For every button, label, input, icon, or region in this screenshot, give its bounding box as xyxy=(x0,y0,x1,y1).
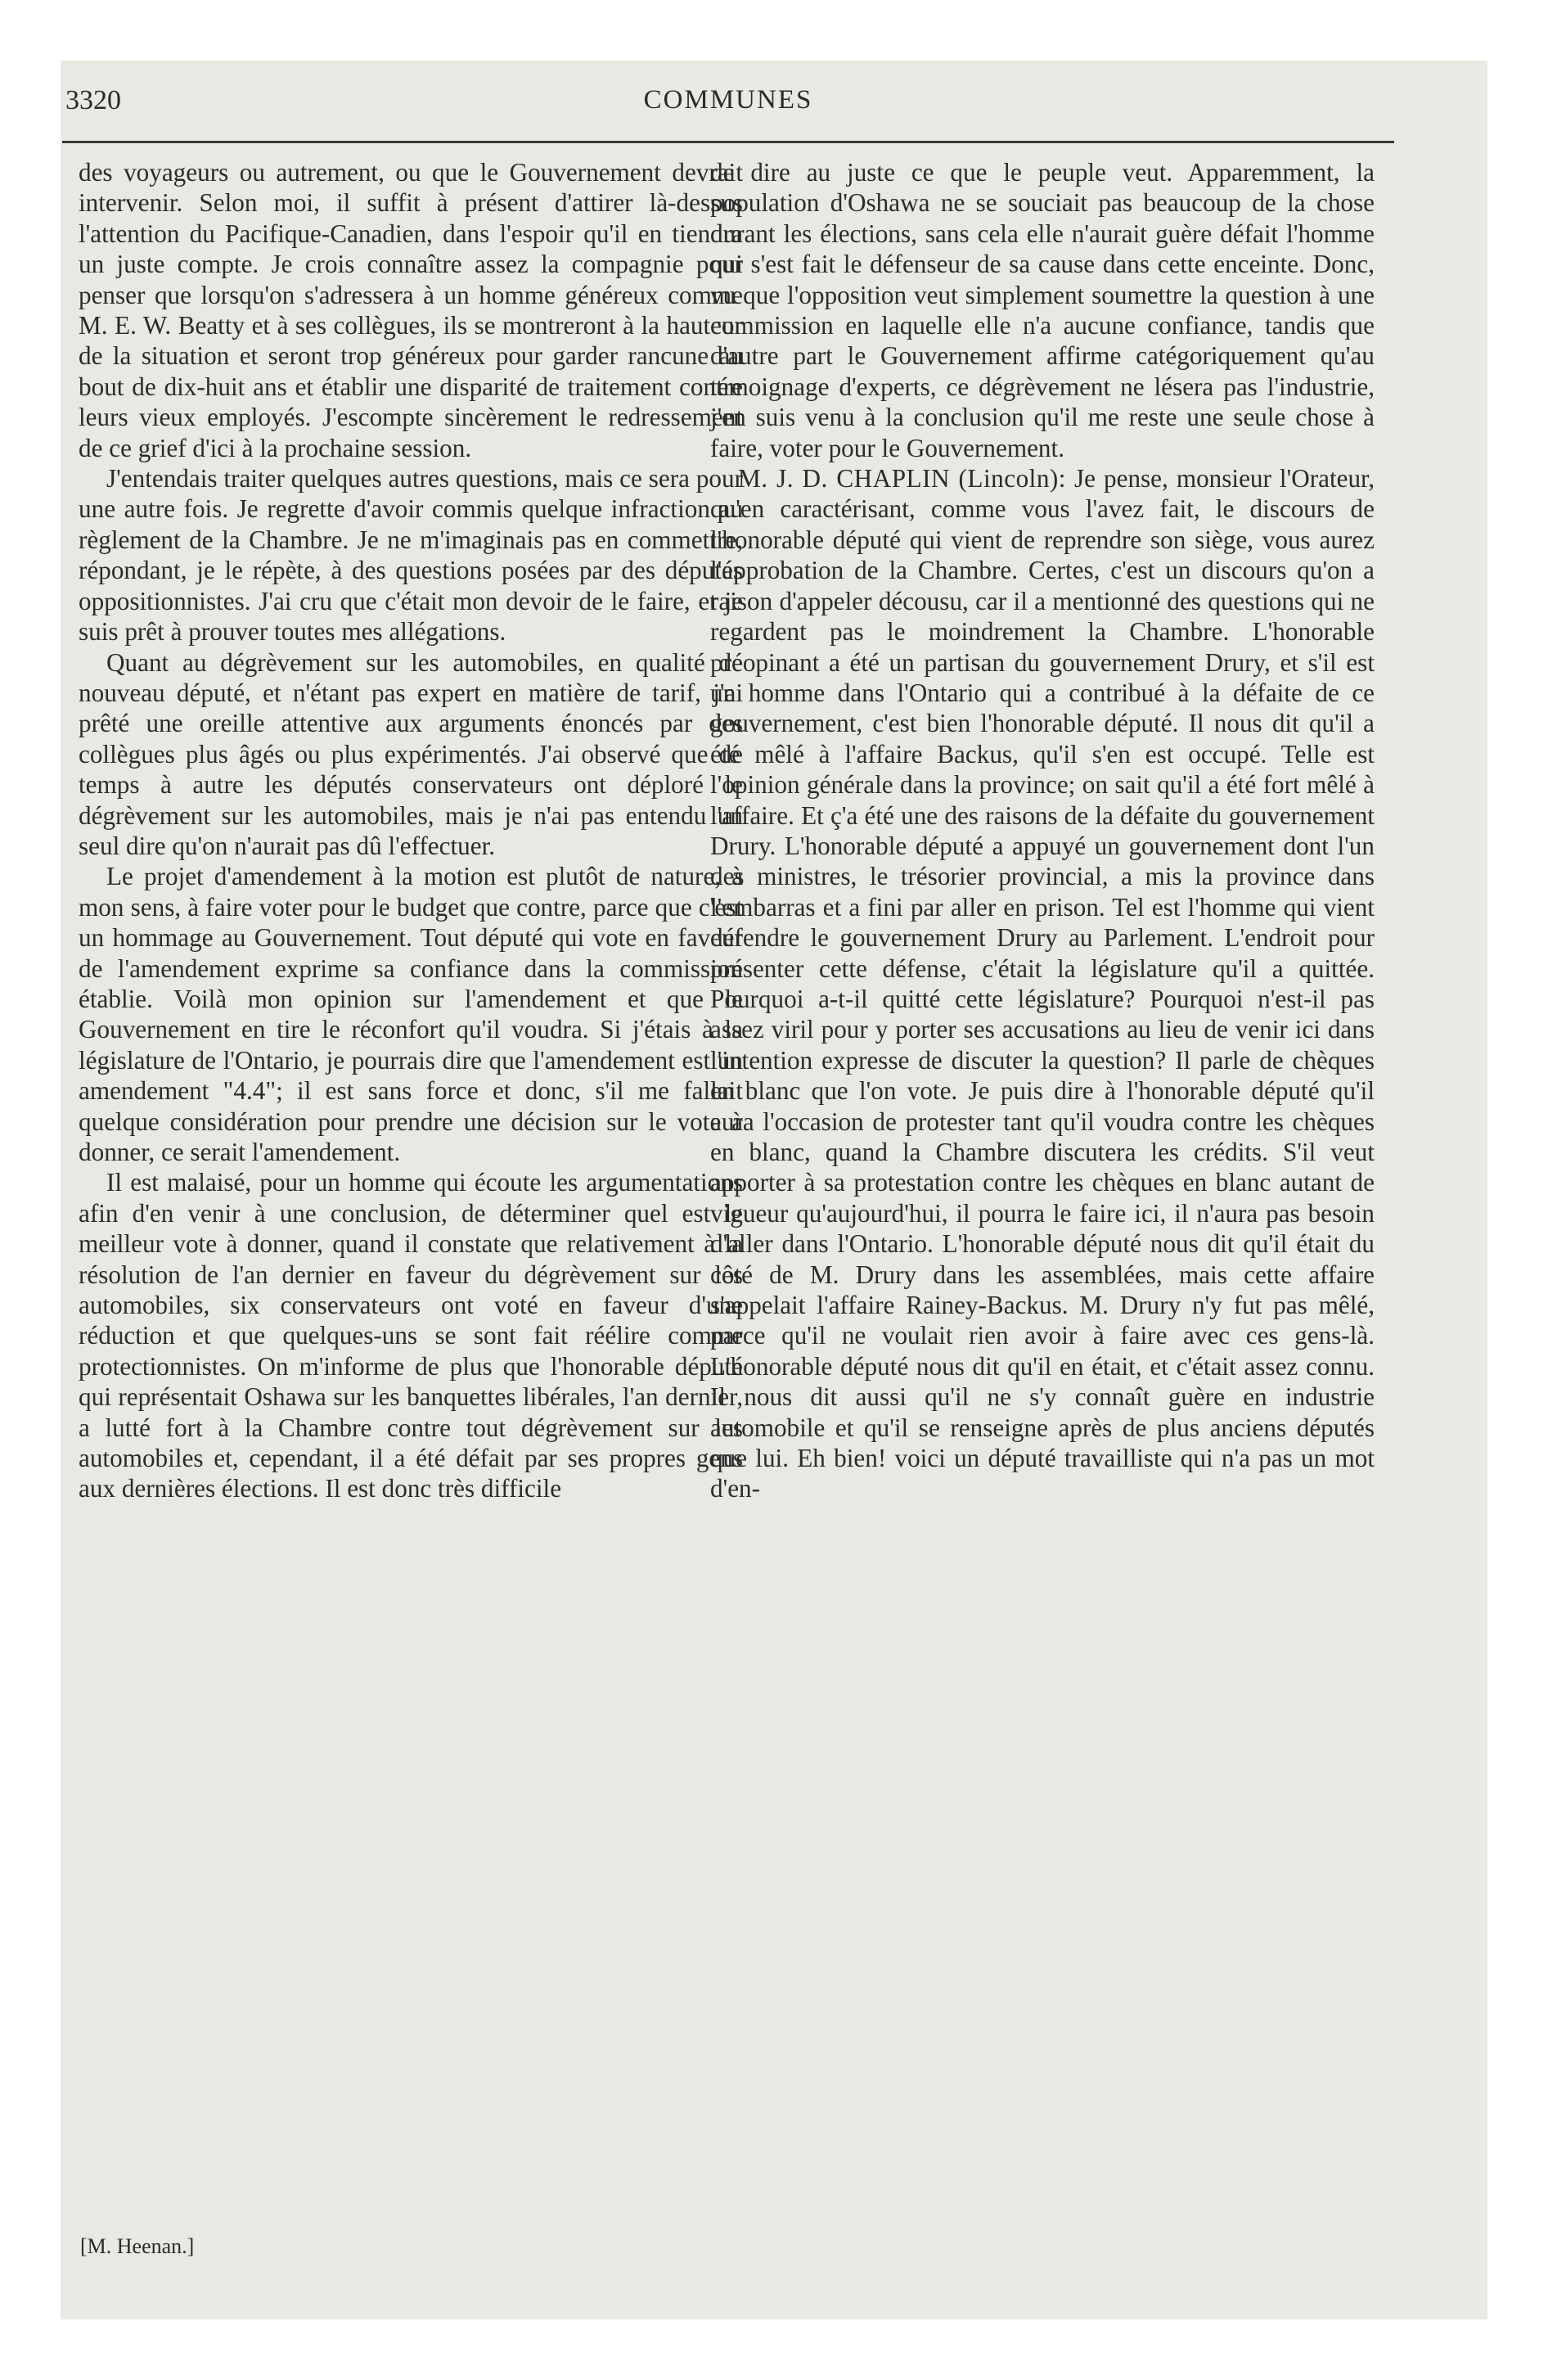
speech-paragraph xyxy=(710,463,1375,1504)
speech-text: Je pense, monsieur l'Orateur, qu'en caractérisant, comme vous l'avez fait, le discours de l'honorable député qui vient de reprendre son siège, vous aurez l'approbation de la Chambre. Certes, c'est un discours qu'on a raison d'appeler décousu, car il a mentionné des questions qui ne regardent pas le moindrement la Chambre. L'honorable préopinant a été un partisan du gouvernement Drury, et s'il est un homme dans l'Ontario qui a contribué à la défaite de ce gouvernement, c'est bien l'honorable député. Il nous dit qu'il a été mêlé à l'affaire Backus, qu'il s'en est occupé. Telle est l'opinion générale dans la province; on sait qu'il a été fort mêlé à l'affaire. Et ç'a été une des raisons de la défaite du gouvernement Drury. L'honorable député a appuyé un gouvernement dont l'un des ministres, le trésorier provincial, a mis la province dans l'embarras et a fini par aller en prison. Tel est l'homme qui vient défendre le gouvernement Drury au Parlement. L'endroit pour présenter cette défense, c'était la législature qu'il a quittée. Pourquoi a-t-il quitté cette législature? Pourquoi n'est-il pas assez viril pour y porter ses accusations au lieu de venir ici dans l'intention expresse de discuter la question? Il parle de chèques en blanc que l'on vote. Je puis dire à l'honorable député qu'il aura l'occasion de protester tant qu'il voudra contre les chèques en blanc, quand la Chambre discutera les crédits. S'il veut apporter à sa protestation contre les chèques en blanc autant de vigueur qu'aujourd'hui, il pourra le faire ici, il n'aura pas besoin d'aller dans l'Ontario. L'honorable député nous dit qu'il était du côté de M. Drury dans les assemblées, mais cette affaire s'appelait l'affaire Rainey-Backus. M. Drury n'y fut pas mêlé, parce qu'il ne voulait rien avoir à faire avec ces gens-là. L'honorable député nous dit qu'il en était, et c'était assez connu. Il nous dit aussi qu'il ne s'y connaît guère en industrie automobile et qu'il se renseigne après de plus anciens députés que lui. Eh bien! voici un député travailliste qui n'a pas un mot d'en- xyxy=(710,464,1375,1503)
running-head: COMMUNES xyxy=(643,85,813,115)
page-number: 3320 xyxy=(65,85,121,115)
paragraph: Le projet d'amendement à la motion est plutôt de nature, à mon sens, à faire voter pour le budget que contre, parce que c'est un hommage au Gouvernement. Tout député qui vote en faveur de l'amendement exprime sa confiance dans la commission établie. Voilà mon opinion sur l'amendement et que le Gouvernement en tire le réconfort qu'il voudra. Si j'étais à la législature de l'Ontario, je pourrais dire que l'amendement est un amendement "4.4"; il est sans force et donc, s'il me fallait quelque considération pour prendre une décision sur le vote à donner, ce serait l'amendement. xyxy=(79,862,743,1166)
paragraph: de dire au juste ce que le peuple veut. Apparemment, la population d'Oshawa ne se souciait pas beaucoup de la chose durant les élections, sans cela elle n'aurait guère défait l'homme qui s'est fait le défenseur de sa cause dans cette enceinte. Donc, vu que l'opposition veut simplement soumettre la question à une commission en laquelle elle n'a aucune confiance, tandis que d'autre part le Gouvernement affirme catégoriquement qu'au témoignage d'experts, ce dégrèvement ne lésera pas l'industrie, j'en suis venu à la conclusion qu'il me reste une seule chose à faire, voter pour le Gouvernement. xyxy=(710,158,1375,462)
paragraph: J'entendais traiter quelques autres questions, mais ce sera pour une autre fois. Je regrette d'avoir commis quelque infraction au règlement de la Chambre. Je ne m'imaginais pas en commettre, répondant, je le répète, à des questions posées par des députés oppositionnistes. J'ai cru que c'était mon devoir de le faire, et je suis prêt à prouver toutes mes allégations. xyxy=(79,464,743,647)
paragraph: Quant au dégrèvement sur les automobiles, en qualité de nouveau député, et n'étant pas expert en matière de tarif, j'ai prêté une oreille attentive aux arguments énoncés par des collègues plus âgés ou plus expérimentés. J'ai observé que de temps à autre les députés conservateurs ont déploré le dégrèvement sur les automobiles, mais je n'ai pas entendu un seul dire qu'on n'aurait pas dû l'effectuer. xyxy=(79,647,743,860)
paragraph: des voyageurs ou autrement, ou que le Gouvernement devrait intervenir. Selon moi, il suffit à présent d'attirer là-dessus l'attention du Pacifique-Canadien, dans l'espoir qu'il en tiendra un juste compte. Je crois connaître assez la compagnie pour penser que lorsqu'on s'adressera à un homme généreux comme M. E. W. Beatty et à ses collègues, ils se montreront à la hauteur de la situation et seront trop généreux pour garder rancune au bout de dix-huit ans et établir une disparité de traitement contre leurs vieux employés. J'escompte sincèrement le redressement de ce grief d'ici à la prochaine session. xyxy=(79,158,743,462)
header-rule xyxy=(62,141,1394,143)
paragraph: Il est malaisé, pour un homme qui écoute les argumentations afin d'en venir à une conclusion, de déterminer quel est le meilleur vote à donner, quand il constate que relativement à la résolution de l'an dernier en faveur du dégrèvement sur les automobiles, six conservateurs ont voté en faveur d'une réduction et que quelques-uns se sont fait réélire comme protectionnistes. On m'informe de plus que l'honorable député qui représentait Oshawa sur les banquettes libérales, l'an dernier, a lutté fort à la Chambre contre tout dégrèvement sur les automobiles et, cependant, il a été défait par ses propres gens aux dernières élections. Il est donc très difficile xyxy=(79,1168,743,1503)
speaker-name: M. J. D. CHAPLIN (Lincoln): xyxy=(738,464,1066,494)
right-column xyxy=(710,157,1375,1504)
speaker-footnote: [M. Heenan.] xyxy=(80,2234,195,2258)
left-column xyxy=(79,157,743,1504)
page-header xyxy=(65,85,1391,118)
